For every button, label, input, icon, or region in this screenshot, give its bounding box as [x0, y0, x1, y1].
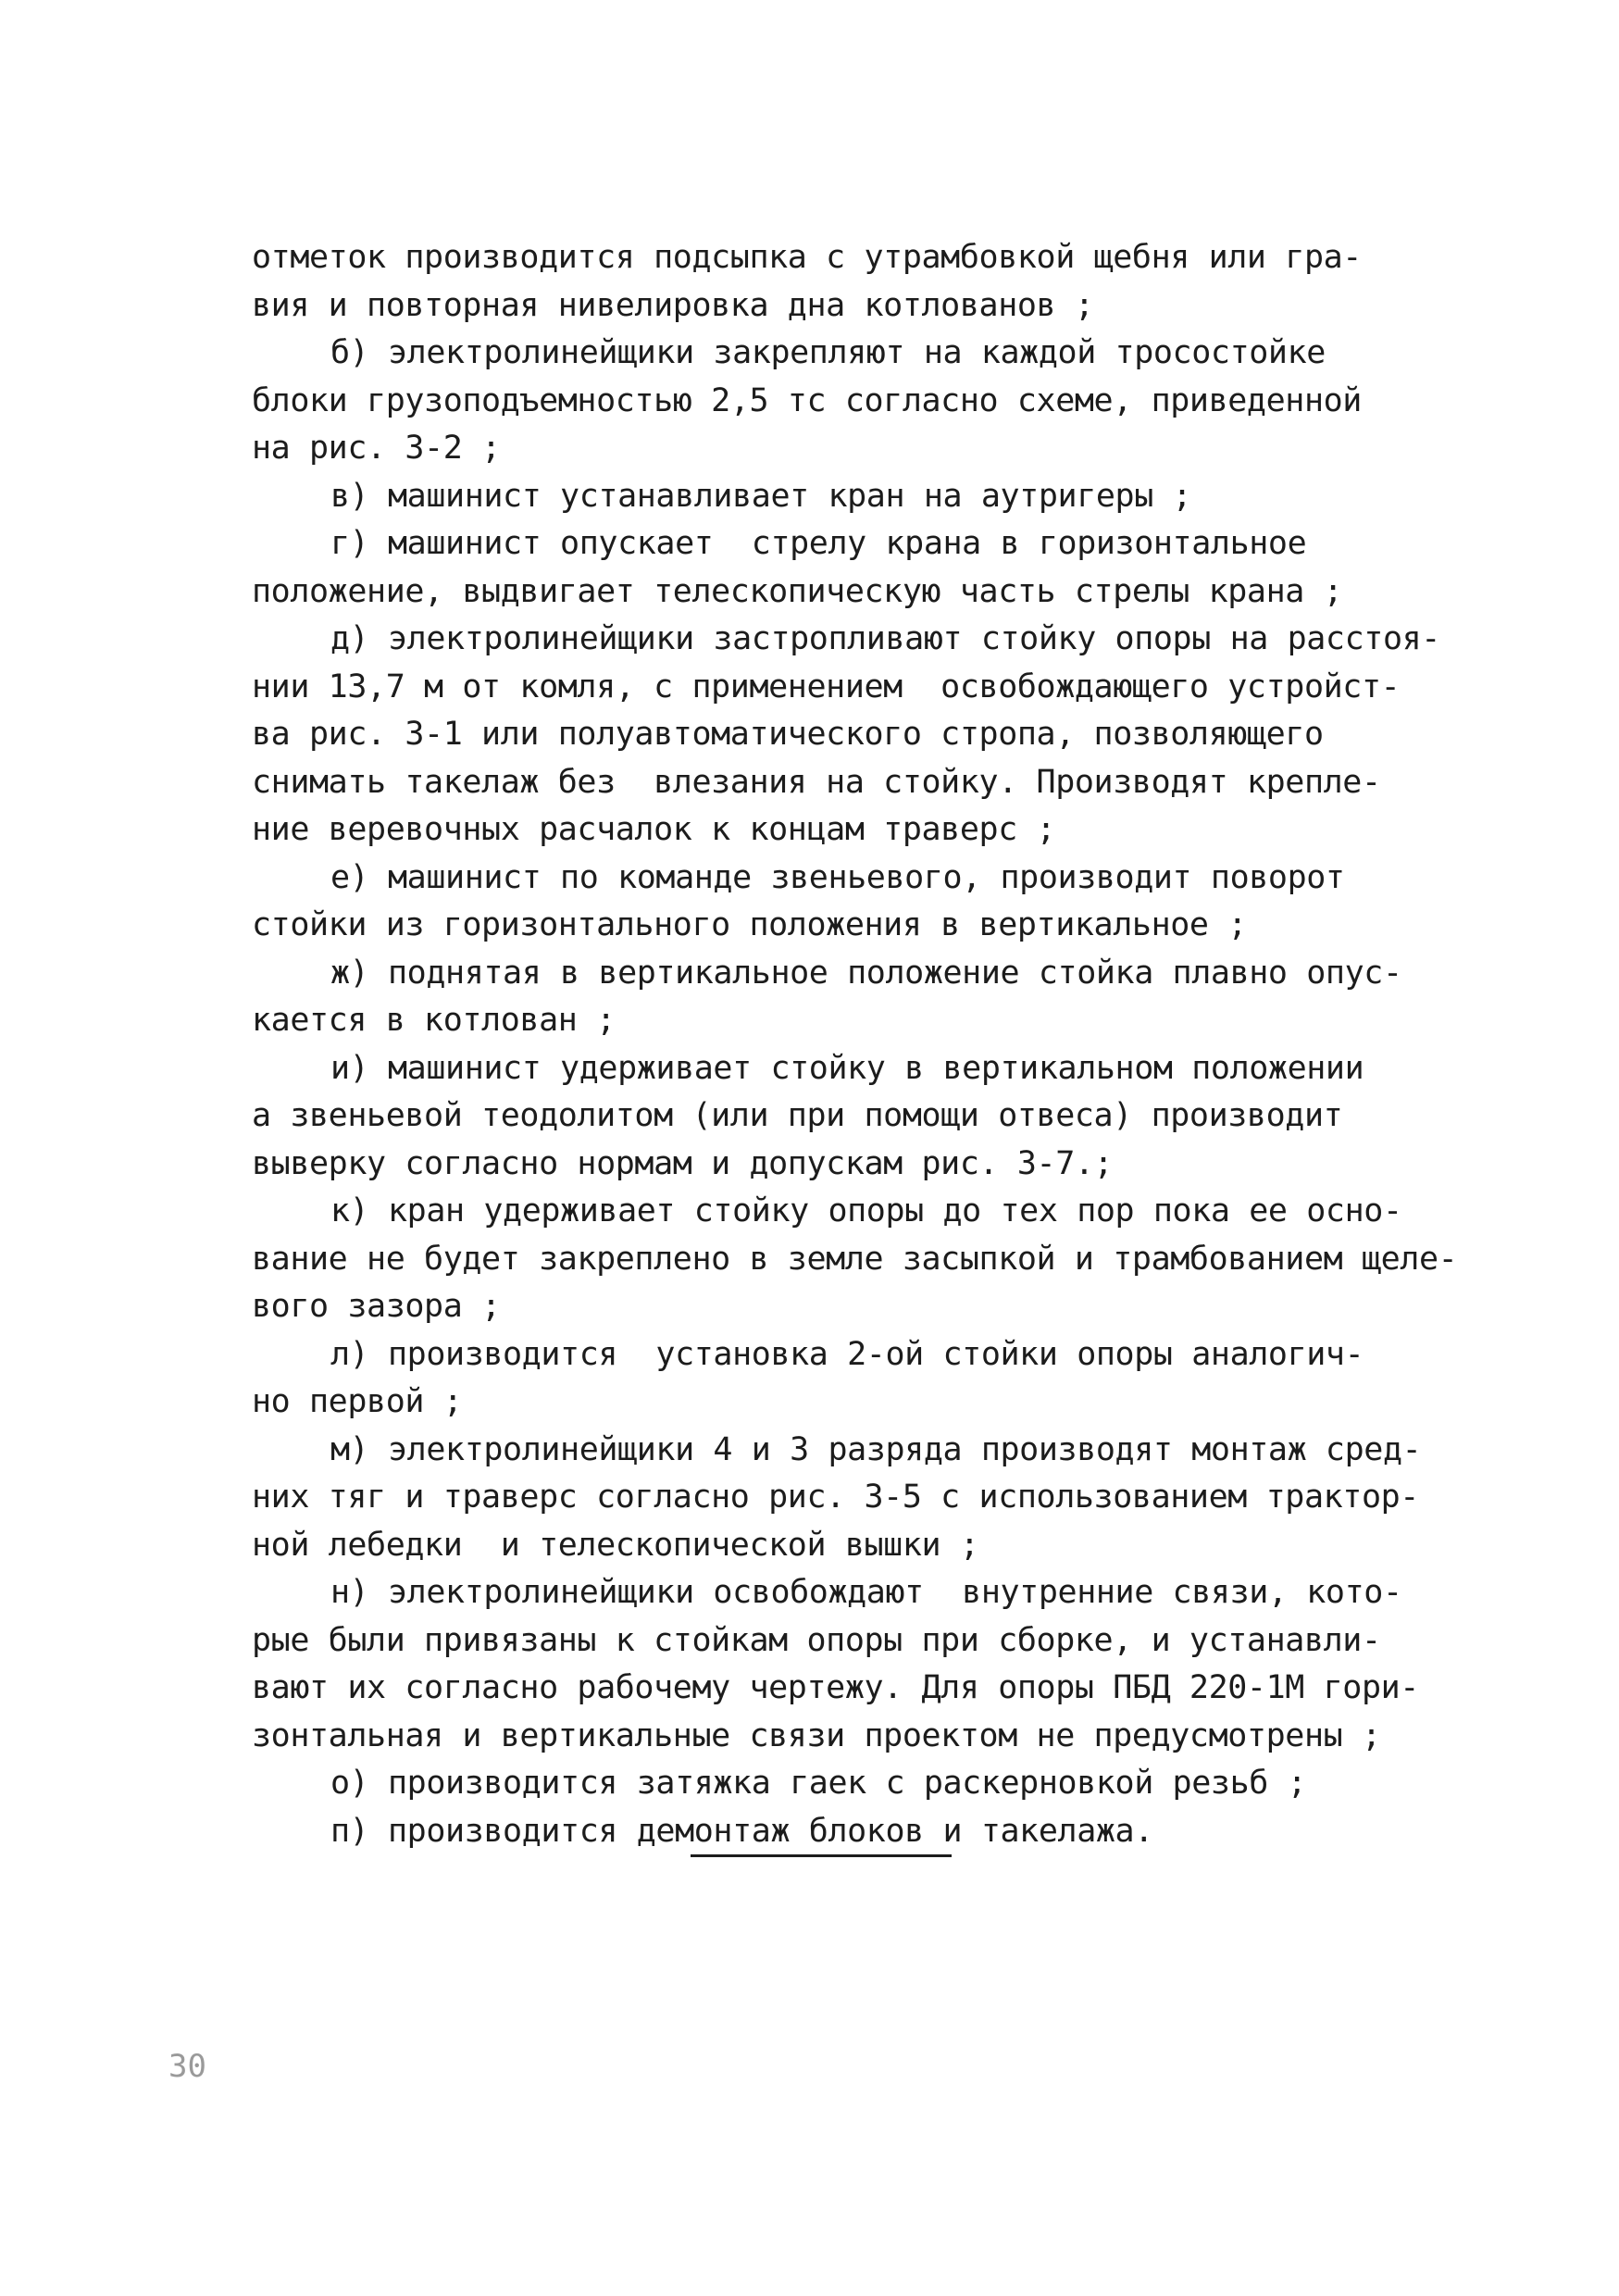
text-line: м) электролинейщики 4 и 3 разряда производят монтаж сред- — [330, 1430, 1422, 1468]
text-line: выверку согласно нормам и допускам рис. 3-7.; — [252, 1144, 1114, 1182]
section-end-rule — [691, 1854, 952, 1857]
text-line: на рис. 3-2 ; — [252, 430, 501, 467]
text-line: рые были привязаны к стойкам опоры при сборке, и устанавли- — [252, 1621, 1381, 1659]
text-line: вание не будет закреплено в земле засыпкой и трамбованием щеле- — [252, 1240, 1458, 1278]
text-line: п) производится демонтаж блоков и такелажа. — [330, 1812, 1153, 1850]
text-line: блоки грузоподъемностью 2,5 тс согласно схеме, приведенной — [252, 381, 1362, 419]
text-line: нии 13,7 м от комля, с применением освобождающего устройст- — [252, 668, 1401, 705]
text-line: ж) поднятая в вертикальное положение стойка плавно опус- — [330, 954, 1402, 992]
text-line: в) машинист устанавливает кран на аутригеры ; — [330, 477, 1192, 515]
text-line: них тяг и траверс согласно рис. 3-5 с использованием трактор- — [252, 1479, 1419, 1516]
text-line: вают их согласно рабочему чертежу. Для опоры ПБД 220-1М гори- — [252, 1669, 1419, 1706]
text-line: д) электролинейщики застропливают стойку опоры на расстоя- — [330, 620, 1440, 657]
page-number: 30 — [168, 2048, 206, 2085]
text-line: вия и повторная нивелировка дна котлованов ; — [252, 286, 1094, 324]
text-line: зонтальная и вертикальные связи проектом не предусмотрены ; — [252, 1716, 1381, 1754]
text-line: к) кран удерживает стойку опоры до тех пор пока ее осно- — [330, 1192, 1402, 1229]
text-line: б) электролинейщики закрепляют на каждой тросостойке — [330, 334, 1326, 371]
text-line: положение, выдвигает телескопическую часть стрелы крана ; — [252, 572, 1343, 610]
text-line: ной лебедки и телескопической вышки ; — [252, 1526, 979, 1564]
text-line: и) машинист удерживает стойку в вертикальном положении — [330, 1049, 1364, 1087]
text-line: стойки из горизонтального положения в вертикальное ; — [252, 906, 1247, 943]
text-line: о) производится затяжка гаек с раскерновкой резьб ; — [330, 1765, 1307, 1802]
text-line: отметок производится подсыпка с утрамбовкой щебня или гра- — [252, 239, 1362, 276]
text-line: л) производится установка 2-ой стойки опоры аналогич- — [330, 1335, 1364, 1373]
text-line: снимать такелаж без влезания на стойку. Производят крепле- — [252, 763, 1381, 801]
text-line: но первой ; — [252, 1383, 463, 1420]
text-line: ние веревочных расчалок к концам траверс ; — [252, 811, 1056, 848]
text-line: а звеньевой теодолитом (или при помощи отвеса) производит — [252, 1097, 1343, 1134]
text-line: ва рис. 3-1 или полуавтоматического стропа, позволяющего — [252, 716, 1324, 753]
body-text — [252, 234, 1474, 1855]
text-line: вого зазора ; — [252, 1288, 501, 1325]
text-line: н) электролинейщики освобождают внутренние связи, кото- — [330, 1574, 1402, 1611]
text-line: е) машинист по команде звеньевого, производит поворот — [330, 858, 1345, 896]
text-line: г) машинист опускает стрелу крана в горизонтальное — [330, 525, 1307, 562]
text-line: кается в котлован ; — [252, 1002, 616, 1039]
